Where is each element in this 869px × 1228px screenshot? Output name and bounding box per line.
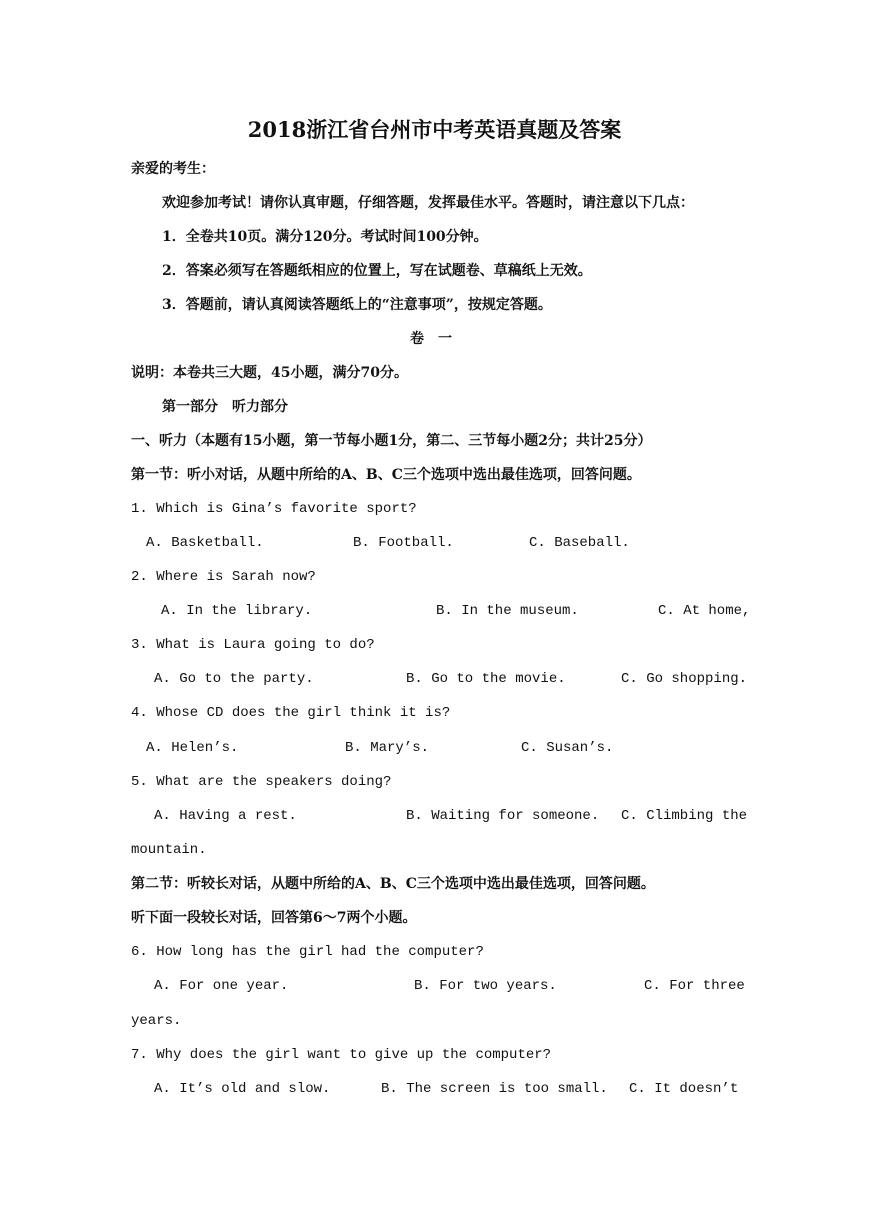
q3-option-b: B. Go to the movie. bbox=[406, 671, 566, 687]
subsection-1-heading: 第一节：听小对话，从题中所给的A、B、C三个选项中选出最佳选项，回答问题。 bbox=[131, 467, 641, 483]
welcome-text: 欢迎参加考试！请你认真审题，仔细答题，发挥最佳水平。答题时，请注意以下几点： bbox=[162, 195, 694, 211]
q4-option-b: B. Mary’s. bbox=[345, 740, 430, 756]
q1-option-c: C. Baseball. bbox=[529, 535, 630, 551]
q6-option-c: C. For three bbox=[644, 978, 745, 994]
q3-option-c: C. Go shopping. bbox=[621, 671, 748, 687]
page-title: 2018浙江省台州市中考英语真题及答案 bbox=[247, 117, 622, 142]
subsection-2-heading: 第二节：听较长对话，从题中所给的A、B、C三个选项中选出最佳选项，回答问题。 bbox=[131, 876, 655, 892]
question-4: 4. Whose CD does the girl think it is? bbox=[131, 705, 451, 721]
note-3: 3．答题前，请认真阅读答题纸上的“注意事项”，按规定答题。 bbox=[162, 297, 552, 313]
q7-option-b: B. The screen is too small. bbox=[381, 1081, 608, 1097]
question-2: 2. Where is Sarah now? bbox=[131, 569, 316, 585]
section-heading: 一、听力（本题有15小题，第一节每小题1分，第二、三节每小题2分；共计25分） bbox=[131, 433, 652, 449]
subsection-2-instruction: 听下面一段较长对话，回答第6～7两个小题。 bbox=[131, 910, 417, 926]
note-1: 1．全卷共10页。满分120分。考试时间100分钟。 bbox=[162, 229, 488, 245]
q2-option-a: A. In the library. bbox=[161, 603, 313, 619]
q6-option-c-continued: years. bbox=[131, 1013, 182, 1029]
q5-option-c-continued: mountain. bbox=[131, 842, 207, 858]
q4-option-a: A. Helen’s. bbox=[146, 740, 239, 756]
q5-option-b: B. Waiting for someone. bbox=[406, 808, 600, 824]
q5-option-a: A. Having a rest. bbox=[154, 808, 297, 824]
volume-explanation: 说明：本卷共三大题，45小题，满分70分。 bbox=[131, 365, 408, 381]
q3-option-a: A. Go to the party. bbox=[154, 671, 314, 687]
question-1: 1. Which is Gina’s favorite sport? bbox=[131, 501, 417, 517]
part-heading: 第一部分 听力部分 bbox=[162, 399, 288, 415]
q2-option-b: B. In the museum. bbox=[436, 603, 579, 619]
question-5: 5. What are the speakers doing? bbox=[131, 774, 392, 790]
note-2: 2．答案必须写在答题纸相应的位置上，写在试题卷、草稿纸上无效。 bbox=[162, 263, 592, 279]
q6-option-a: A. For one year. bbox=[154, 978, 289, 994]
q5-option-c: C. Climbing the bbox=[621, 808, 748, 824]
q6-option-b: B. For two years. bbox=[414, 978, 557, 994]
question-7: 7. Why does the girl want to give up the computer? bbox=[131, 1047, 552, 1063]
q7-option-a: A. It’s old and slow. bbox=[154, 1081, 331, 1097]
volume-heading: 卷 一 bbox=[410, 331, 452, 347]
question-6: 6. How long has the girl had the computer? bbox=[131, 944, 484, 960]
greeting: 亲爱的考生： bbox=[131, 161, 215, 177]
q4-option-c: C. Susan’s. bbox=[521, 740, 614, 756]
q2-option-c: C. At home, bbox=[658, 603, 751, 619]
q1-option-b: B. Football. bbox=[353, 535, 454, 551]
question-3: 3. What is Laura going to do? bbox=[131, 637, 375, 653]
q7-option-c: C. It doesn’t bbox=[629, 1081, 739, 1097]
q1-option-a: A. Basketball. bbox=[146, 535, 264, 551]
